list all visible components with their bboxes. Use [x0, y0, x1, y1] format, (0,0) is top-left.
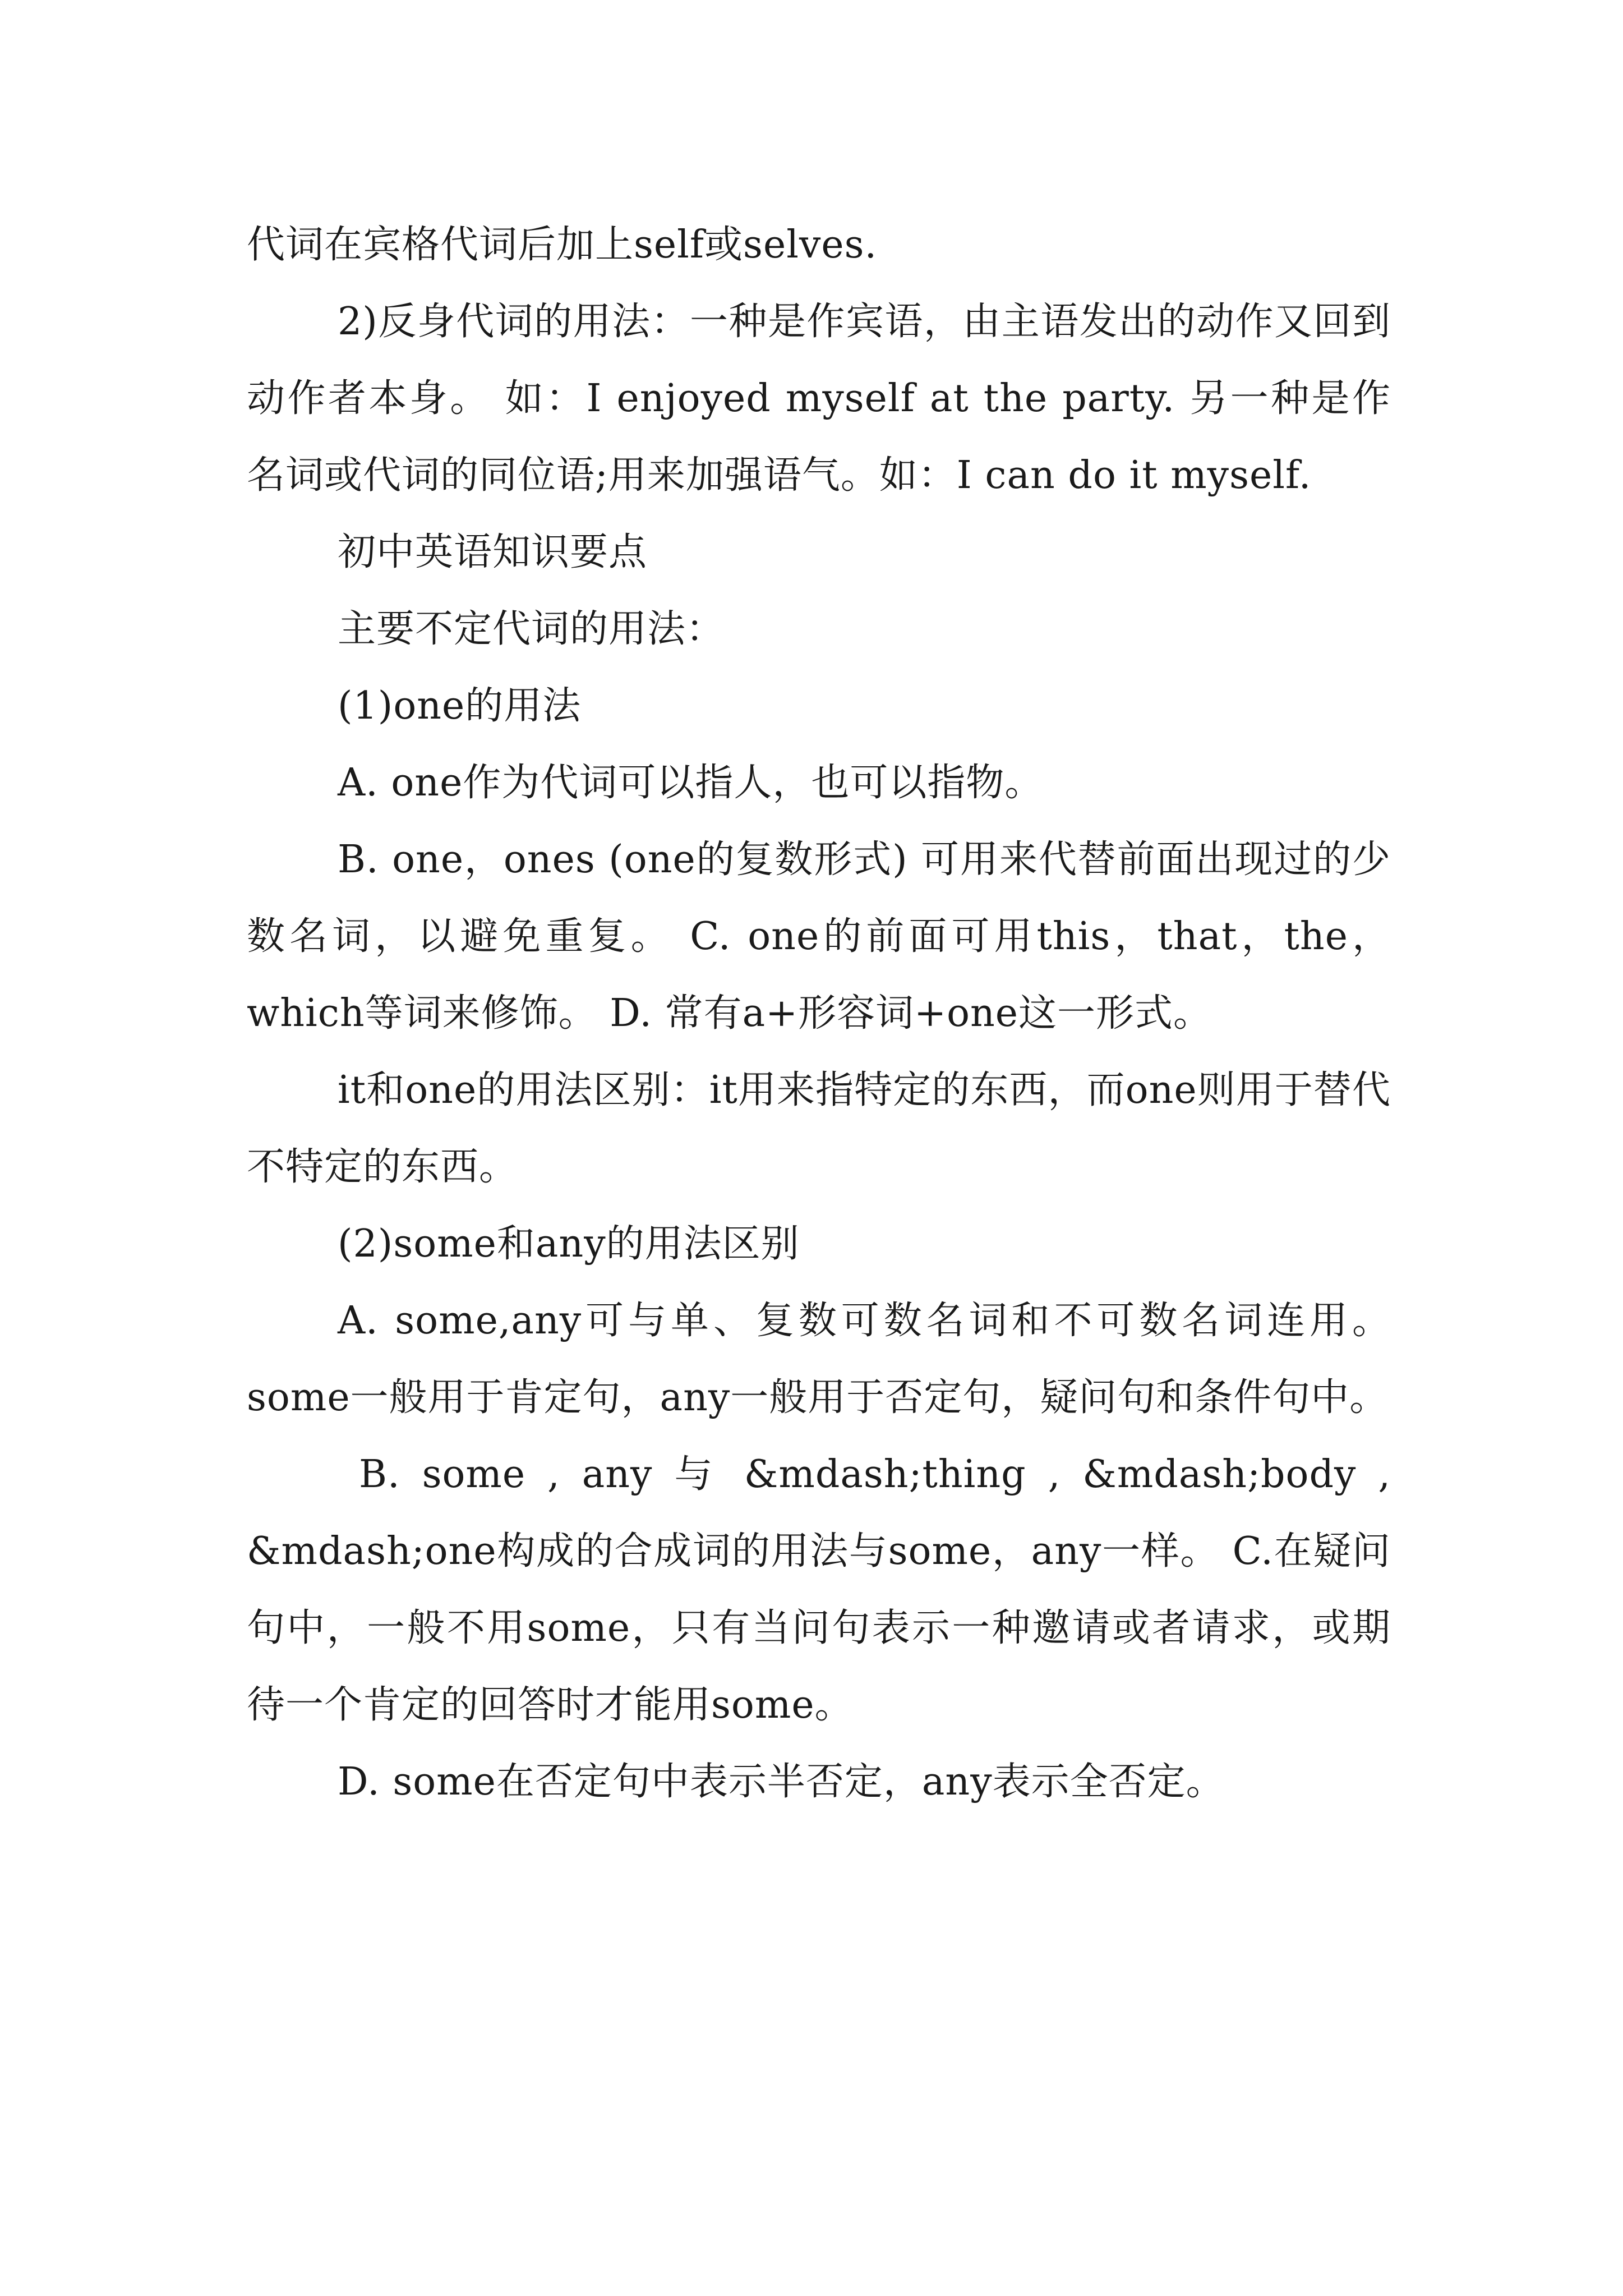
paragraph-reflexive-usage: 2)反身代词的用法：一种是作宾语，由主语发出的动作又回到动作者本身。 如：I enjoyed myself at the party. 另一种是作名词或代词的同位语;用来加强语气。如：I can do it myself. [247, 300, 1391, 498]
subheading-one-usage: (1)one的用法 [338, 684, 582, 728]
document-body [247, 206, 1391, 1820]
paragraph-one-bcd: B. one，ones (one的复数形式) 可用来代替前面出现过的少数名词，以避免重复。 C. one的前面可用this，that，the，which等词来修饰。 D. 常有a+形容词+one这一形式。 [247, 838, 1391, 1036]
subheading-indefinite-pronouns: 主要不定代词的用法： [338, 607, 725, 651]
paragraph-it-vs-one: it和one的用法区别：it用来指特定的东西，而one则用于替代不特定的东西。 [247, 1068, 1391, 1189]
paragraph-one-a: A. one作为代词可以指人，也可以指物。 [338, 761, 1044, 805]
paragraph-some-any-a: A. some,any可与单、复数可数名词和不可数名词连用。some一般用于肯定句，any一般用于否定句，疑问句和条件句中。 [247, 1299, 1391, 1420]
section-heading: 初中英语知识要点 [338, 530, 648, 574]
paragraph-reflexive-intro: 代词在宾格代词后加上self或selves. [247, 223, 878, 267]
paragraph-some-any-d: D. some在否定句中表示半否定，any表示全否定。 [338, 1760, 1225, 1804]
subheading-some-any: (2)some和any的用法区别 [338, 1222, 800, 1266]
paragraph-some-any-bc: B. some , any 与 &mdash;thing , &mdash;body , &mdash;one构成的合成词的用法与some，any一样。 C.在疑问句中，一般不用some，只有当问句表示一种邀请或者请求，或期待一个肯定的回答时才能用some。 [247, 1452, 1391, 1727]
